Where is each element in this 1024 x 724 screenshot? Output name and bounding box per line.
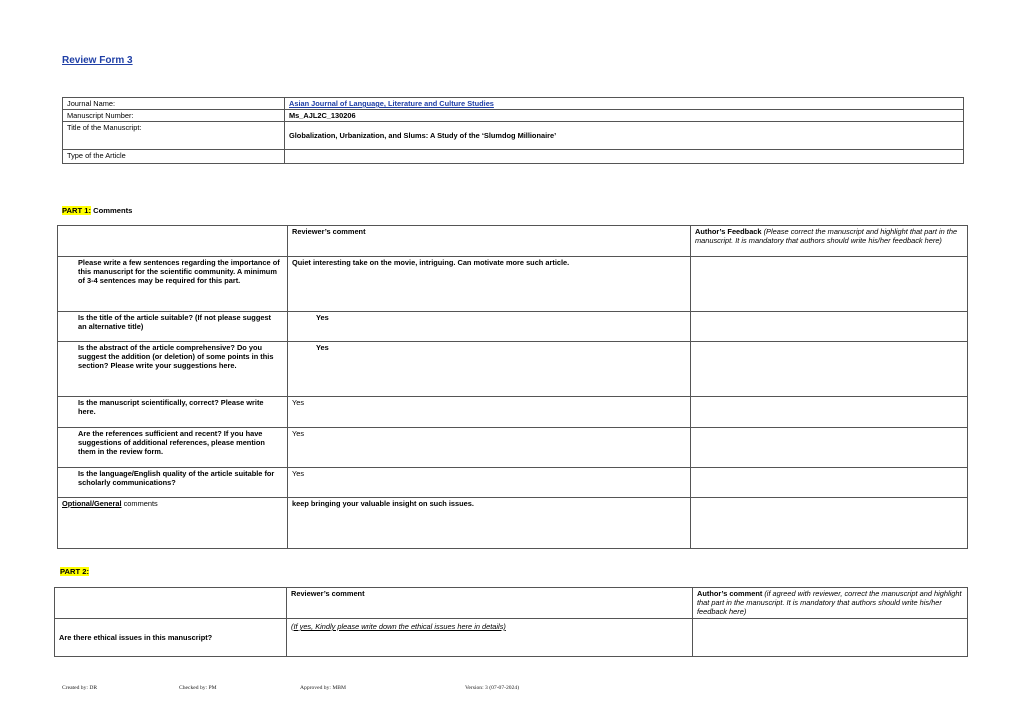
question-importance: Please write a few sentences regarding the importance of this manuscript for the scientific community. A minimum of 3-4 sentences may be required for this part. bbox=[58, 257, 288, 312]
comment-importance[interactable]: Quiet interesting take on the movie, intriguing. Can motivate more such article. bbox=[288, 257, 691, 312]
question-ethics: Are there ethical issues in this manuscript? bbox=[55, 619, 287, 657]
feedback-scientific[interactable] bbox=[691, 397, 968, 428]
question-scientific: Is the manuscript scientifically, correct? Please write here. bbox=[58, 397, 288, 428]
manuscript-number-value: Ms_AJL2C_130206 bbox=[285, 110, 964, 122]
part2-author-header-note: (if agreed with reviewer, correct the manuscript and highlight that part in the manuscript. It is mandatory that authors should write his/her feedback here) bbox=[697, 589, 962, 616]
part2-heading-highlight: PART 2: bbox=[60, 567, 89, 576]
journal-name-label: Journal Name: bbox=[63, 98, 285, 110]
part1-author-header-note: (Please correct the manuscript and highlight that part in the manuscript. It is mandatory that authors should write his/her feedback here) bbox=[695, 227, 958, 245]
manuscript-info-table bbox=[62, 97, 964, 164]
feedback-title[interactable] bbox=[691, 312, 968, 342]
part2-ethics-table bbox=[54, 587, 968, 657]
comment-abstract[interactable]: Yes bbox=[288, 342, 691, 397]
part2-heading bbox=[60, 567, 89, 576]
comment-optional[interactable]: keep bringing your valuable insight on such issues. bbox=[288, 498, 691, 549]
manuscript-title-label: Title of the Manuscript: bbox=[63, 122, 285, 150]
part1-author-header bbox=[691, 226, 968, 257]
part1-heading-text: Comments bbox=[90, 206, 133, 215]
feedback-language[interactable] bbox=[691, 468, 968, 498]
comment-references[interactable]: Yes bbox=[288, 428, 691, 468]
question-language: Is the language/English quality of the article suitable for scholarly communications? bbox=[58, 468, 288, 498]
part2-corner-cell bbox=[55, 588, 287, 619]
manuscript-title-value: Globalization, Urbanization, and Slums: A Study of the ‘Slumdog Millionaire’ bbox=[285, 122, 964, 150]
optional-label-rest: comments bbox=[121, 499, 158, 508]
feedback-ethics[interactable] bbox=[693, 619, 968, 657]
comment-scientific[interactable]: Yes bbox=[288, 397, 691, 428]
manuscript-number-label: Manuscript Number: bbox=[63, 110, 285, 122]
footer-approved: Approved by: MBM bbox=[300, 685, 346, 691]
article-type-value bbox=[285, 150, 964, 164]
question-title: Is the title of the article suitable? (If not please suggest an alternative title) bbox=[58, 312, 288, 342]
part1-heading bbox=[62, 206, 132, 215]
form-title: Review Form 3 bbox=[62, 55, 133, 66]
question-references: Are the references sufficient and recent? If you have suggestions of additional references, please mention them in the review form. bbox=[58, 428, 288, 468]
comment-language[interactable]: Yes bbox=[288, 468, 691, 498]
optional-comments-label bbox=[58, 498, 288, 549]
footer-created: Created by: DR bbox=[62, 685, 98, 691]
feedback-references[interactable] bbox=[691, 428, 968, 468]
part1-author-header-bold: Author’s Feedback bbox=[695, 227, 762, 236]
comment-ethics[interactable]: (If yes, Kindly please write down the ethical issues here in details) bbox=[287, 619, 693, 657]
footer-version: Version: 3 (07-07-2024) bbox=[465, 685, 520, 691]
feedback-optional[interactable] bbox=[691, 498, 968, 549]
part1-reviewer-header: Reviewer’s comment bbox=[288, 226, 691, 257]
comment-title[interactable]: Yes bbox=[288, 312, 691, 342]
journal-name-link[interactable]: Asian Journal of Language, Literature and Culture Studies bbox=[289, 99, 494, 108]
article-type-label: Type of the Article bbox=[63, 150, 285, 164]
feedback-abstract[interactable] bbox=[691, 342, 968, 397]
feedback-importance[interactable] bbox=[691, 257, 968, 312]
part1-heading-highlight: PART 1: bbox=[62, 206, 91, 215]
part2-author-header-bold: Author’s comment bbox=[697, 589, 763, 598]
part2-reviewer-header: Reviewer’s comment bbox=[287, 588, 693, 619]
footer-checked: Checked by: PM bbox=[179, 685, 217, 691]
question-abstract: Is the abstract of the article comprehensive? Do you suggest the addition (or deletion) of some points in this section? Please write your suggestions here. bbox=[58, 342, 288, 397]
part2-author-header bbox=[693, 588, 968, 619]
part1-corner-cell bbox=[58, 226, 288, 257]
optional-label: Optional/General bbox=[62, 499, 122, 508]
part1-comments-table bbox=[57, 225, 968, 549]
